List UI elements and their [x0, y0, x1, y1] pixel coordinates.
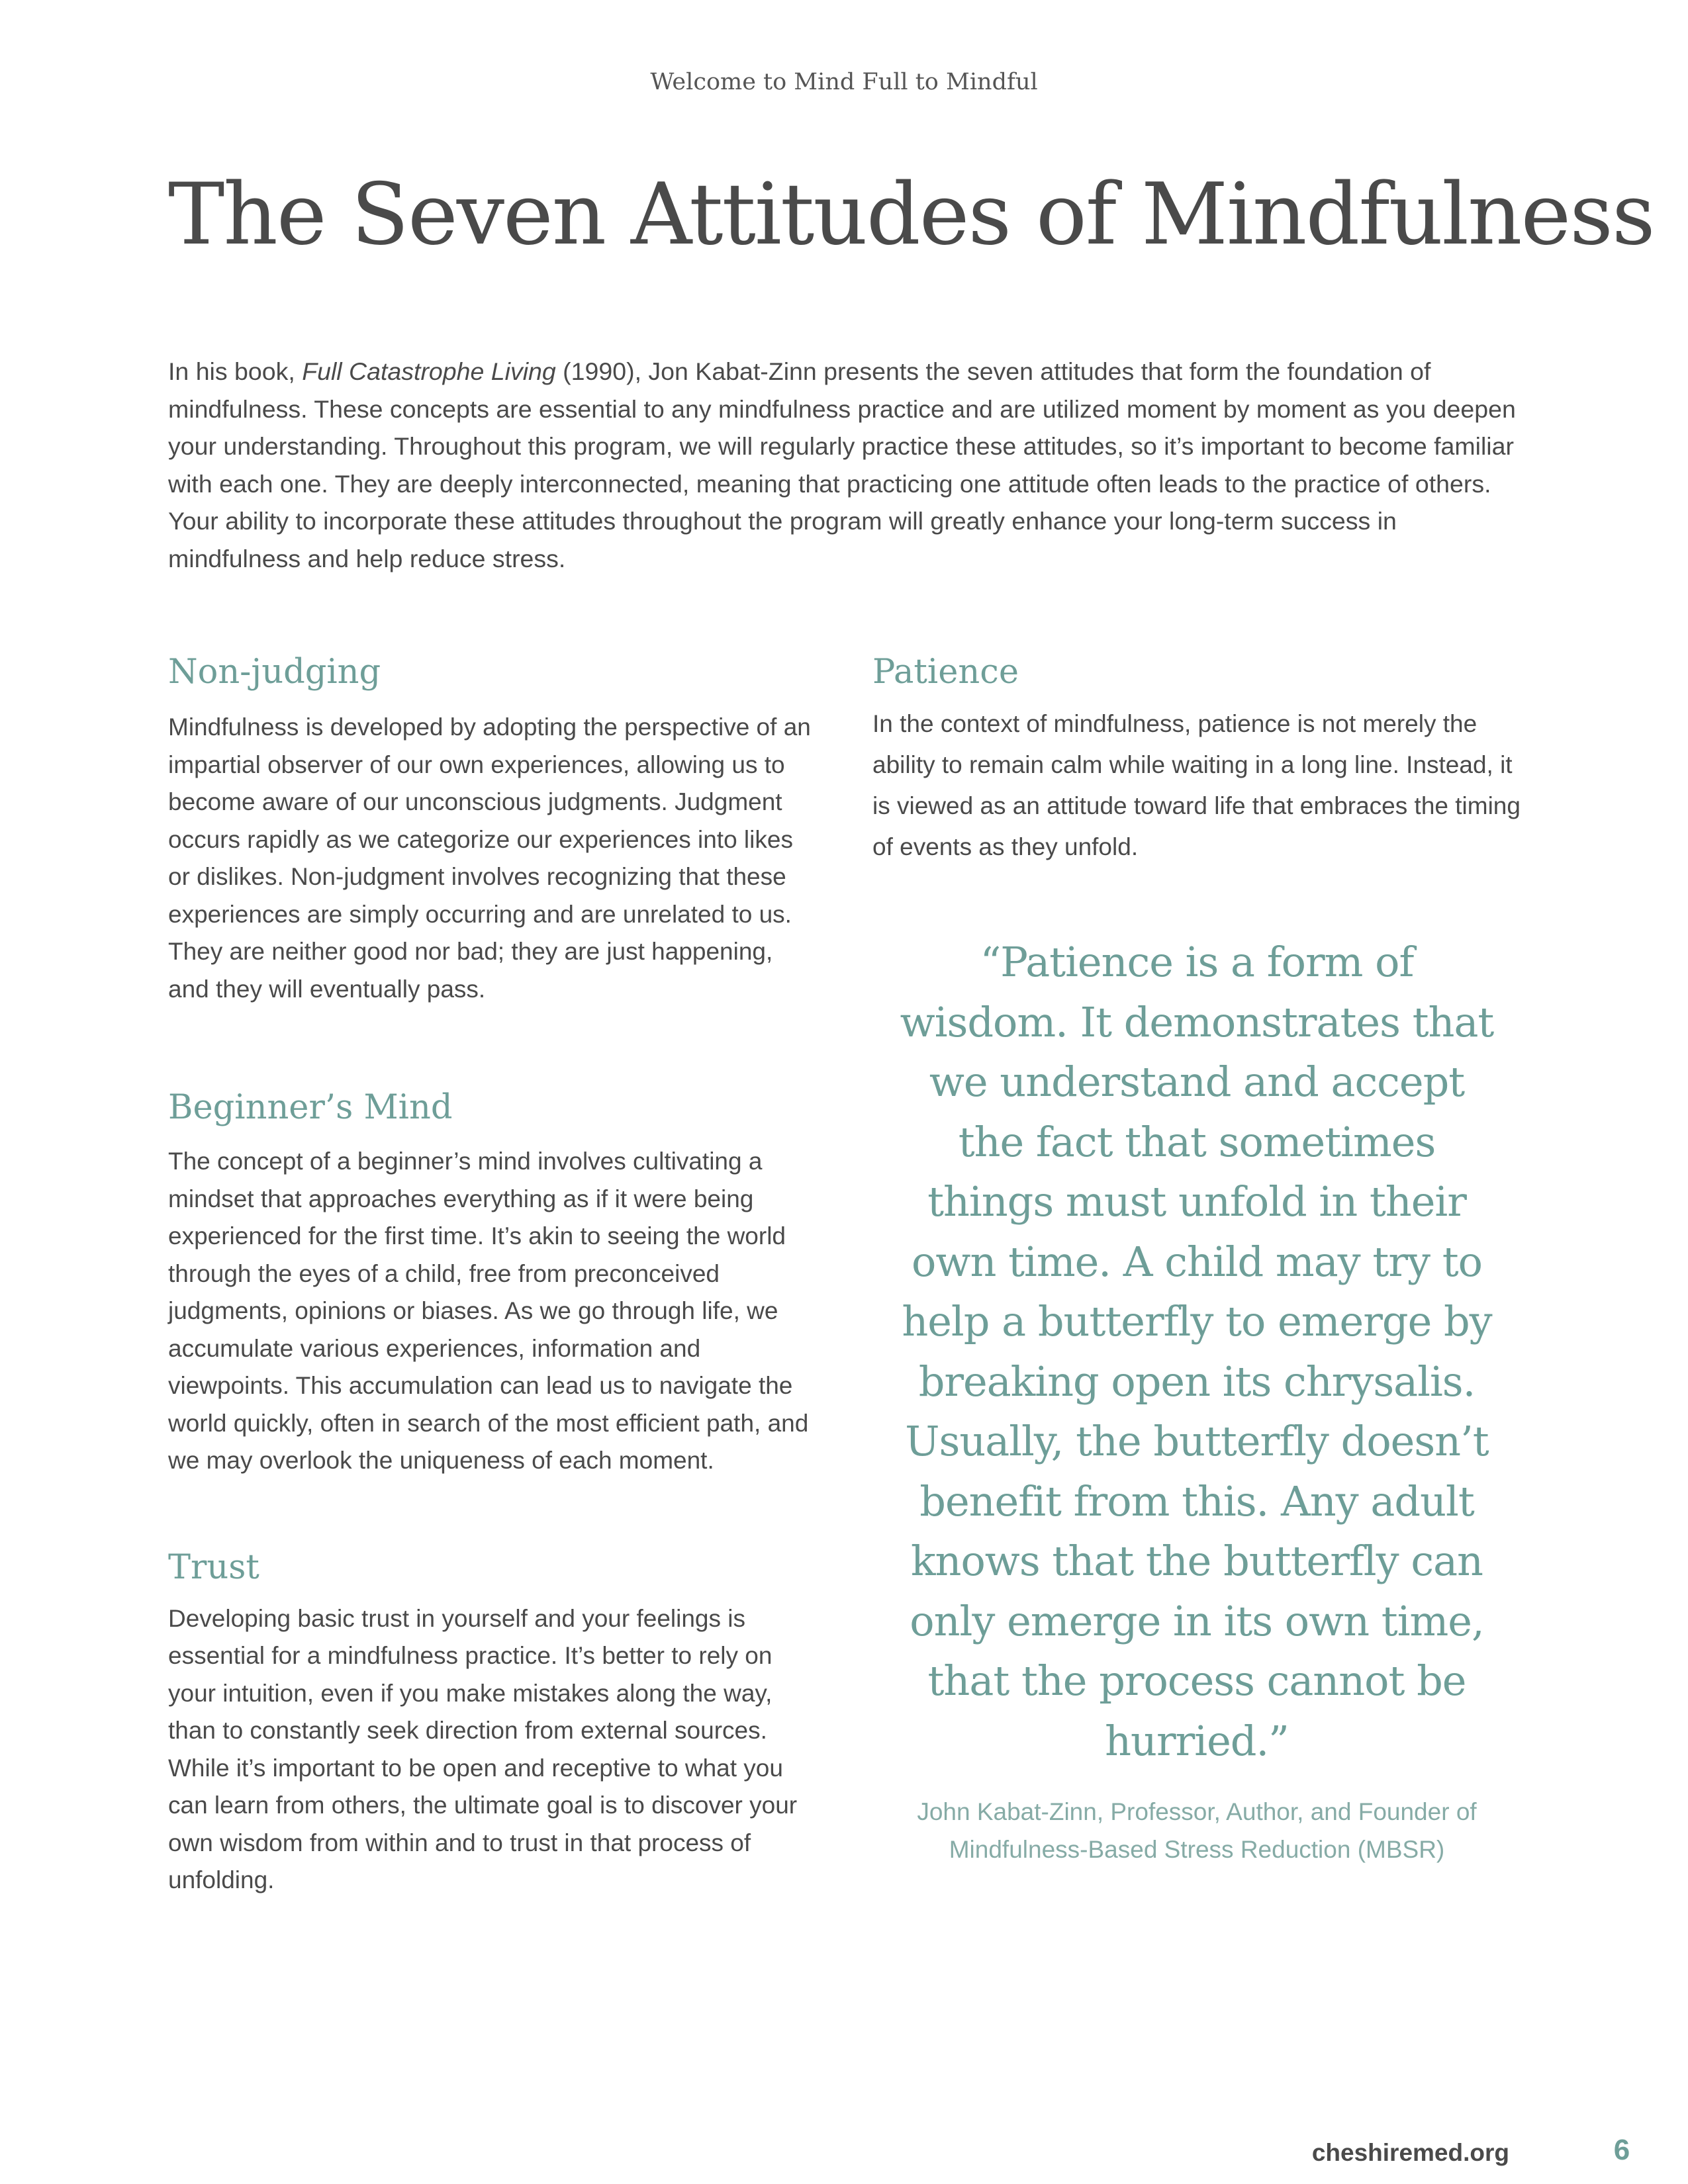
- section-heading-trust: Trust: [168, 1547, 259, 1587]
- page-number: 6: [1613, 2134, 1630, 2166]
- intro-text: (1990), Jon Kabat-Zinn presents the seven attitudes that form the foundation of mindfulness. These concepts are essential to any mindfulness practice and are utilized moment by moment as you deepen your understanding. Throughout this program, we will regularly practice these attitudes, so it’s important to become familiar with each one. They are deeply interconnected, meaning that practicing one attitude often leads to the practice of others. Your ability to incorporate these attitudes throughout the program will greatly enhance your long-term success in mindfulness and help reduce stress.: [168, 357, 1516, 572]
- section-beginners-mind: [168, 1086, 814, 1480]
- footer-website: cheshiremed.org: [1311, 2139, 1509, 2166]
- pull-quote: “Patience is a form of wisdom. It demonstrates that we understand and accept the fact that sometimes things must unfold in their own time. A child may try to help a butterfly to emerge by breaking open its chrysalis. Usually, the butterfly doesn’t benefit from this. Any adult knows that the butterfly can only emerge in its own time, that the process cannot be hurried.”: [900, 938, 1494, 1765]
- section-heading-patience: Patience: [872, 653, 1019, 692]
- section-body-beginners-mind: The concept of a beginner’s mind involves cultivating a mindset that approaches everything as if it were being experienced for the first time. It’s akin to seeing the world through the eyes of a child, free from preconceived judgments, opinions or biases. As we go through life, we accumulate various experiences, information and viewpoints. This accumulation can lead us to navigate the world quickly, often in search of the most efficient path, and we may overlook the uniqueness of each moment.: [168, 1148, 809, 1474]
- section-body-trust: Developing basic trust in yourself and your feelings is essential for a mindfulness practice. It’s better to rely on your intuition, even if you make mistakes along the way, than to constantly seek direction from external sources. While it’s important to be open and receptive to what you can learn from others, the ultimate goal is to discover your own wisdom from within and to trust in that process of unfolding.: [168, 1604, 798, 1893]
- section-non-judging: [168, 651, 814, 1008]
- section-body-patience: In the context of mindfulness, patience is not merely the ability to remain calm while waiting in a long line. Instead, it is viewed as an attitude toward life that embraces the timing of events as they unfold.: [872, 710, 1521, 860]
- section-patience: [872, 651, 1521, 868]
- book-title: Full Catastrophe Living: [302, 357, 556, 385]
- section-trust: [168, 1546, 814, 1899]
- section-heading-beginners-mind: Beginner’s Mind: [168, 1088, 453, 1127]
- quote-attribution: John Kabat-Zinn, Professor, Author, and Founder of Mindfulness-Based Stress Reduction (MBSR): [917, 1798, 1477, 1863]
- intro-lead: In his book,: [168, 357, 303, 385]
- intro-paragraph: [168, 353, 1519, 577]
- right-column: [872, 651, 1521, 1868]
- section-heading-non-judging: Non-judging: [168, 653, 381, 692]
- running-header: Welcome to Mind Full to Mindful: [650, 69, 1038, 95]
- section-body-non-judging: Mindfulness is developed by adopting the perspective of an impartial observer of our own experiences, allowing us to become aware of our unconscious judgments. Judgment occurs rapidly as we categorize our experiences into likes or dislikes. Non-judgment involves recognizing that these experiences are simply occurring and are unrelated to us. They are neither good nor bad; they are just happening, and they will eventually pass.: [168, 713, 811, 1003]
- page-title: The Seven Attitudes of Mindfulness: [168, 165, 1654, 264]
- left-column: [168, 651, 814, 1899]
